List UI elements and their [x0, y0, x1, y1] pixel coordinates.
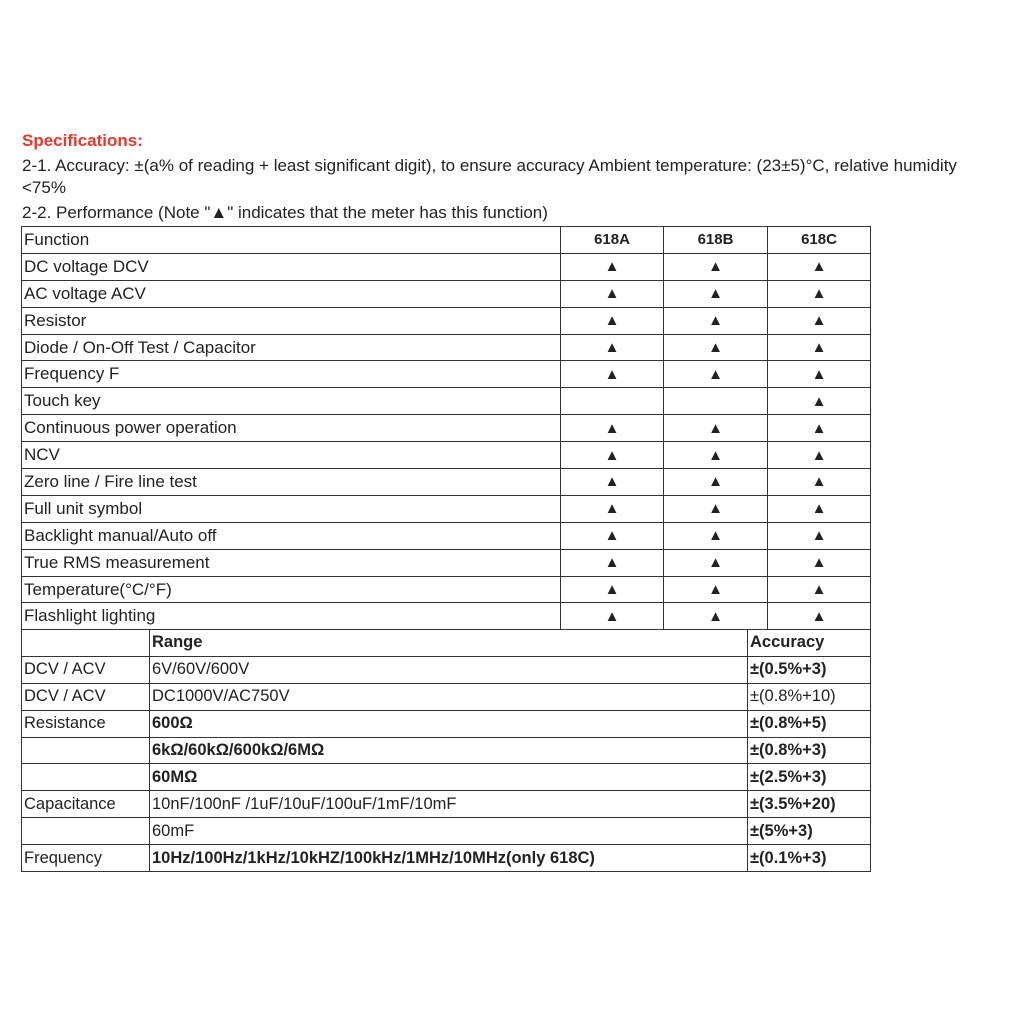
feature-mark-618c: ▲: [768, 603, 871, 630]
range-value: 6V/60V/600V: [150, 656, 748, 683]
feature-mark-618c: ▲: [768, 388, 871, 415]
accuracy-value: ±(0.8%+5): [748, 710, 871, 737]
function-row: [22, 442, 871, 469]
function-name: Continuous power operation: [22, 415, 561, 442]
function-name: True RMS measurement: [22, 549, 561, 576]
performance-note: 2-2. Performance (Note "▲" indicates that the meter has this function): [22, 203, 548, 222]
function-row: [22, 522, 871, 549]
feature-mark-618a: ▲: [561, 495, 664, 522]
range-value: 60MΩ: [150, 764, 748, 791]
feature-mark-618a: ▲: [561, 549, 664, 576]
feature-mark-618a: ▲: [561, 522, 664, 549]
feature-mark-618c: ▲: [768, 469, 871, 496]
range-row: [22, 656, 871, 683]
function-name: Diode / On-Off Test / Capacitor: [22, 334, 561, 361]
measurement-function: [22, 818, 150, 845]
range-row: [22, 710, 871, 737]
model-header: 618B: [664, 227, 768, 254]
function-row: [22, 307, 871, 334]
feature-mark-618b: ▲: [664, 603, 768, 630]
range-header-row: [22, 630, 871, 657]
function-name: Frequency F: [22, 361, 561, 388]
function-name: Zero line / Fire line test: [22, 469, 561, 496]
function-name: Flashlight lighting: [22, 603, 561, 630]
function-row: [22, 549, 871, 576]
accuracy-value: ±(3.5%+20): [748, 791, 871, 818]
feature-mark-618a: ▲: [561, 469, 664, 496]
function-table-body: [22, 227, 871, 630]
range-row: [22, 791, 871, 818]
function-name: Backlight manual/Auto off: [22, 522, 561, 549]
function-name: NCV: [22, 442, 561, 469]
feature-mark-618c: ▲: [768, 549, 871, 576]
range-row: [22, 845, 871, 872]
model-header: 618C: [768, 227, 871, 254]
feature-mark-618a: ▲: [561, 442, 664, 469]
model-header: 618A: [561, 227, 664, 254]
feature-mark-618b: ▲: [664, 495, 768, 522]
measurement-function: DCV / ACV: [22, 656, 150, 683]
function-row: [22, 361, 871, 388]
feature-mark-618c: ▲: [768, 280, 871, 307]
range-value: 60mF: [150, 818, 748, 845]
feature-mark-618a: ▲: [561, 307, 664, 334]
function-row: [22, 576, 871, 603]
feature-mark-618b: ▲: [664, 415, 768, 442]
measurement-function: DCV / ACV: [22, 683, 150, 710]
feature-mark-618b: ▲: [664, 549, 768, 576]
accuracy-header: Accuracy: [748, 630, 871, 657]
function-row: [22, 280, 871, 307]
feature-mark-618c: ▲: [768, 495, 871, 522]
blank-header: [22, 630, 150, 657]
accuracy-value: ±(5%+3): [748, 818, 871, 845]
feature-mark-618c: ▲: [768, 522, 871, 549]
function-name: Temperature(°C/°F): [22, 576, 561, 603]
range-value: 10Hz/100Hz/1kHz/10kHZ/100kHz/1MHz/10MHz(only 618C): [150, 845, 748, 872]
range-value: DC1000V/AC750V: [150, 683, 748, 710]
feature-mark-618a: ▲: [561, 603, 664, 630]
feature-mark-618a: ▲: [561, 576, 664, 603]
function-row: [22, 388, 871, 415]
feature-mark-618c: ▲: [768, 334, 871, 361]
function-name: DC voltage DCV: [22, 253, 561, 280]
function-table: [21, 226, 871, 630]
feature-mark-618a: ▲: [561, 253, 664, 280]
feature-mark-618b: ▲: [664, 280, 768, 307]
range-header: Range: [150, 630, 748, 657]
accuracy-value: ±(0.8%+10): [748, 683, 871, 710]
feature-mark-618a: ▲: [561, 334, 664, 361]
function-name: Resistor: [22, 307, 561, 334]
range-row: [22, 818, 871, 845]
feature-mark-618b: ▲: [664, 334, 768, 361]
function-name: Touch key: [22, 388, 561, 415]
range-value: 10nF/100nF /1uF/10uF/100uF/1mF/10mF: [150, 791, 748, 818]
range-accuracy-table: [21, 629, 871, 872]
range-row: [22, 764, 871, 791]
measurement-function: Frequency: [22, 845, 150, 872]
range-row: [22, 683, 871, 710]
function-name: Full unit symbol: [22, 495, 561, 522]
function-row: [22, 603, 871, 630]
feature-mark-618a: ▲: [561, 280, 664, 307]
feature-mark-618c: ▲: [768, 576, 871, 603]
feature-mark-618c: ▲: [768, 361, 871, 388]
measurement-function: [22, 764, 150, 791]
accuracy-value: ±(2.5%+3): [748, 764, 871, 791]
function-row: [22, 415, 871, 442]
measurement-function: Capacitance: [22, 791, 150, 818]
feature-mark-618c: ▲: [768, 307, 871, 334]
accuracy-value: ±(0.5%+3): [748, 656, 871, 683]
accuracy-value: ±(0.8%+3): [748, 737, 871, 764]
accuracy-value: ±(0.1%+3): [748, 845, 871, 872]
feature-mark-618b: ▲: [664, 576, 768, 603]
function-header: Function: [22, 227, 561, 254]
function-header-row: [22, 227, 871, 254]
range-table-body: [22, 630, 871, 872]
feature-mark-618b: ▲: [664, 522, 768, 549]
feature-mark-618b: [664, 388, 768, 415]
feature-mark-618c: ▲: [768, 415, 871, 442]
feature-mark-618c: ▲: [768, 253, 871, 280]
function-row: [22, 334, 871, 361]
feature-mark-618a: ▲: [561, 361, 664, 388]
feature-mark-618b: ▲: [664, 361, 768, 388]
function-row: [22, 495, 871, 522]
range-row: [22, 737, 871, 764]
function-row: [22, 253, 871, 280]
feature-mark-618a: ▲: [561, 415, 664, 442]
feature-mark-618b: ▲: [664, 469, 768, 496]
feature-mark-618b: ▲: [664, 442, 768, 469]
feature-mark-618a: [561, 388, 664, 415]
feature-mark-618b: ▲: [664, 307, 768, 334]
range-value: 600Ω: [150, 710, 748, 737]
measurement-function: [22, 737, 150, 764]
measurement-function: Resistance: [22, 710, 150, 737]
function-row: [22, 469, 871, 496]
specifications-heading: Specifications:: [22, 131, 143, 150]
range-value: 6kΩ/60kΩ/600kΩ/6MΩ: [150, 737, 748, 764]
function-name: AC voltage ACV: [22, 280, 561, 307]
accuracy-description: 2-1. Accuracy: ±(a% of reading + least significant digit), to ensure accuracy Ambient temperature: (23±5)°C, relative humidity <75%: [22, 156, 957, 197]
feature-mark-618b: ▲: [664, 253, 768, 280]
feature-mark-618c: ▲: [768, 442, 871, 469]
